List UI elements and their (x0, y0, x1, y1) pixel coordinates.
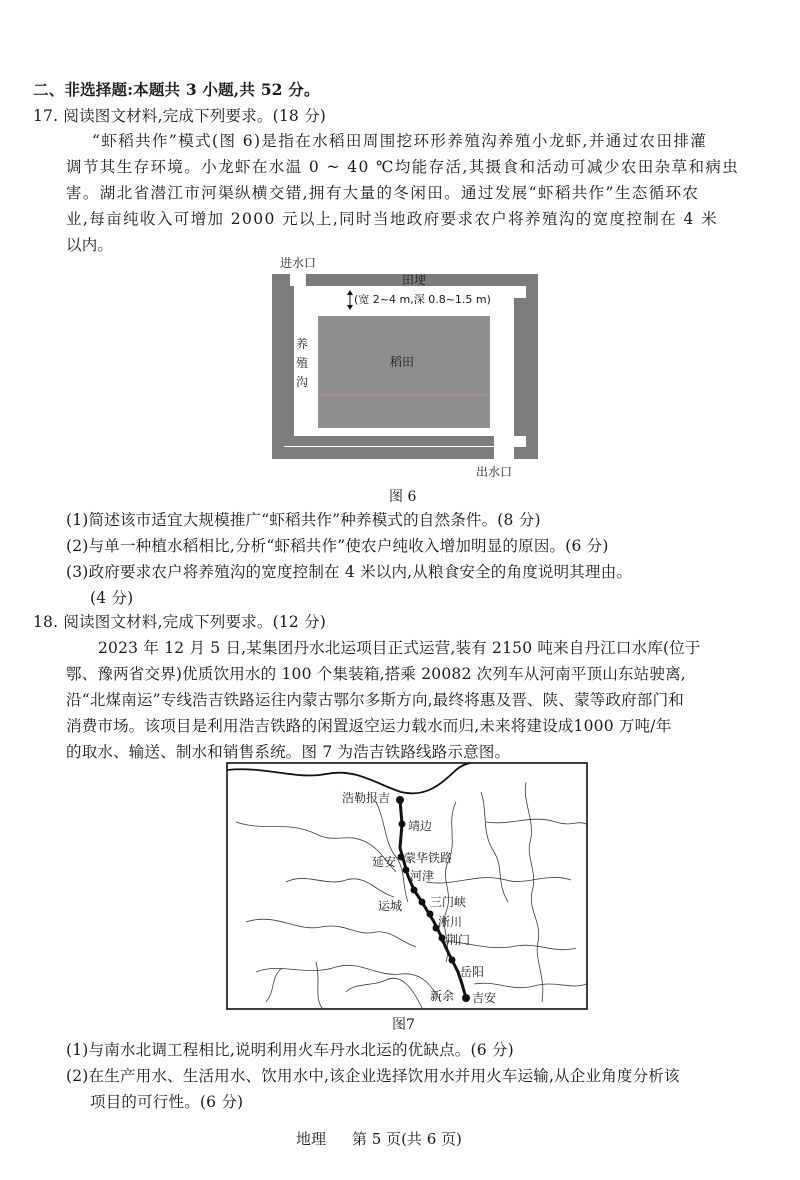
ditch-left (272, 274, 284, 459)
station-label: 河津 (410, 869, 435, 883)
figure-7-caption: 图7 (392, 1017, 415, 1033)
q18-material-line: 的取水、输送、制水和销售系统。图 7 为浩吉铁路线路示意图。 (66, 743, 511, 761)
section-heading: 二、非选择题:本题共 3 小题,共 52 分。 (33, 80, 320, 99)
ditch-inner-top (284, 286, 294, 436)
q18-prompt: 18. 阅读图文材料,完成下列要求。(12 分) (33, 613, 327, 631)
station-dot (396, 796, 404, 804)
q17-material-line: 业,每亩纯收入可增加 2000 元以上,同时当地政府要求农户将养殖沟的宽度控制在 4 米 (66, 210, 718, 228)
station-label: 靖边 (408, 819, 433, 833)
ditch-inner-right (514, 298, 526, 436)
station-label: 浩勒报吉 (342, 791, 391, 805)
q18-material-line: 鄂、豫两省交界)优质饮用水的 100 个集装箱,搭乘 20082 次列车从河南平顶山东站驶离, (66, 665, 686, 683)
q18-question: (2)在生产用水、生活用水、饮用水中,该企业选择饮用水并用火车运输,从企业角度分析该 (66, 1067, 680, 1085)
q17-question: (3)政府要求农户将养殖沟的宽度控制在 4 米以内,从粮食安全的角度说明其理由。 (66, 563, 633, 581)
station-label: 运城 (378, 899, 403, 913)
q17-material-line: 害。湖北省潜江市河渠纵横交错,拥有大量的冬闲田。通过发展“虾稻共作”生态循环农 (66, 184, 700, 202)
ditch-bottom (272, 447, 494, 459)
paddy-field (318, 316, 490, 428)
station-dot (419, 899, 426, 906)
ditch-label-char: 养 (296, 337, 309, 351)
station-label: 荆门 (446, 933, 471, 947)
figure-6-diagram (262, 252, 552, 482)
footer-page-number: 第 5 页(共 6 页) (352, 1130, 462, 1148)
q17-question: (2)与单一种植水稻相比,分析“虾稻共作”使农户纯收入增加明显的原因。(6 分) (66, 537, 609, 555)
station-label: 吉安 (472, 991, 497, 1005)
arrow-head-top (347, 290, 353, 295)
q18-question: (1)与南水北调工程相比,说明利用火车丹水北运的优缺点。(6 分) (66, 1041, 514, 1059)
q17-prompt: 17. 阅读图文材料,完成下列要求。(18 分) (33, 107, 327, 125)
q18-question: 项目的可行性。(6 分) (90, 1093, 244, 1111)
paddy-label: 稻田 (390, 355, 415, 369)
station-dot (403, 867, 410, 874)
q17-question: (4 分) (90, 589, 134, 607)
footer-subject: 地理 (296, 1130, 327, 1148)
station-dot (462, 994, 470, 1002)
station-label: 延安 (372, 855, 397, 869)
station-label: 蒙华铁路 (404, 851, 453, 865)
arrow-head-bottom (347, 305, 353, 310)
station-dot (411, 887, 418, 894)
q17-material-line: 以内。 (66, 236, 114, 254)
station-label: 新余 (430, 989, 455, 1003)
ditch-label-char: 沟 (296, 375, 309, 389)
station-dot (449, 957, 456, 964)
station-label: 淅川 (438, 915, 463, 929)
q17-material-line: “虾稻共作”模式(图 6)是指在水稻田周围挖环形养殖沟养殖小龙虾,并通过农田排灌 (92, 132, 708, 150)
q18-material-line: 2023 年 12 月 5 日,某集团丹水北运项目正式运营,装有 2150 吨来自丹江口水库(位于 (98, 639, 701, 657)
q17-material-line: 调节其生存环境。小龙虾在水温 0 ~ 40 ℃均能存活,其摄食和活动可减少农田杂草和病虫 (66, 158, 740, 176)
ditch-label-char: 殖 (296, 356, 309, 370)
inlet-label: 进水口 (280, 256, 317, 270)
station-label: 三门峡 (430, 895, 467, 909)
station-dot (399, 821, 406, 828)
q18-material-line: 消费市场。该项目是利用浩吉铁路的闲置返空运力载水而归,未来将建设成1000 万吨/年 (66, 717, 672, 735)
station-dot (439, 935, 446, 942)
station-dot (427, 911, 434, 918)
figure-7-map (226, 762, 588, 1010)
station-label: 岳阳 (460, 965, 485, 979)
ditch-spec-label: (宽 2~4 m,深 0.8~1.5 m) (354, 293, 491, 306)
outlet-label: 出水口 (476, 465, 513, 479)
ditch-bottom-right-stub (514, 447, 538, 459)
figure-6-caption: 图 6 (389, 489, 417, 505)
ridge-label: 田埂 (402, 273, 427, 287)
ditch-right (526, 274, 538, 459)
ditch-inner-left-bar (284, 436, 494, 446)
q17-question: (1)简述该市适宜大规模推广“虾稻共作”种养模式的自然条件。(8 分) (66, 511, 541, 529)
q18-material-line: 沿“北煤南运”专线浩吉铁路运往内蒙古鄂尔多斯方向,最终将惠及晋、陕、蒙等政府部门和 (66, 691, 684, 709)
